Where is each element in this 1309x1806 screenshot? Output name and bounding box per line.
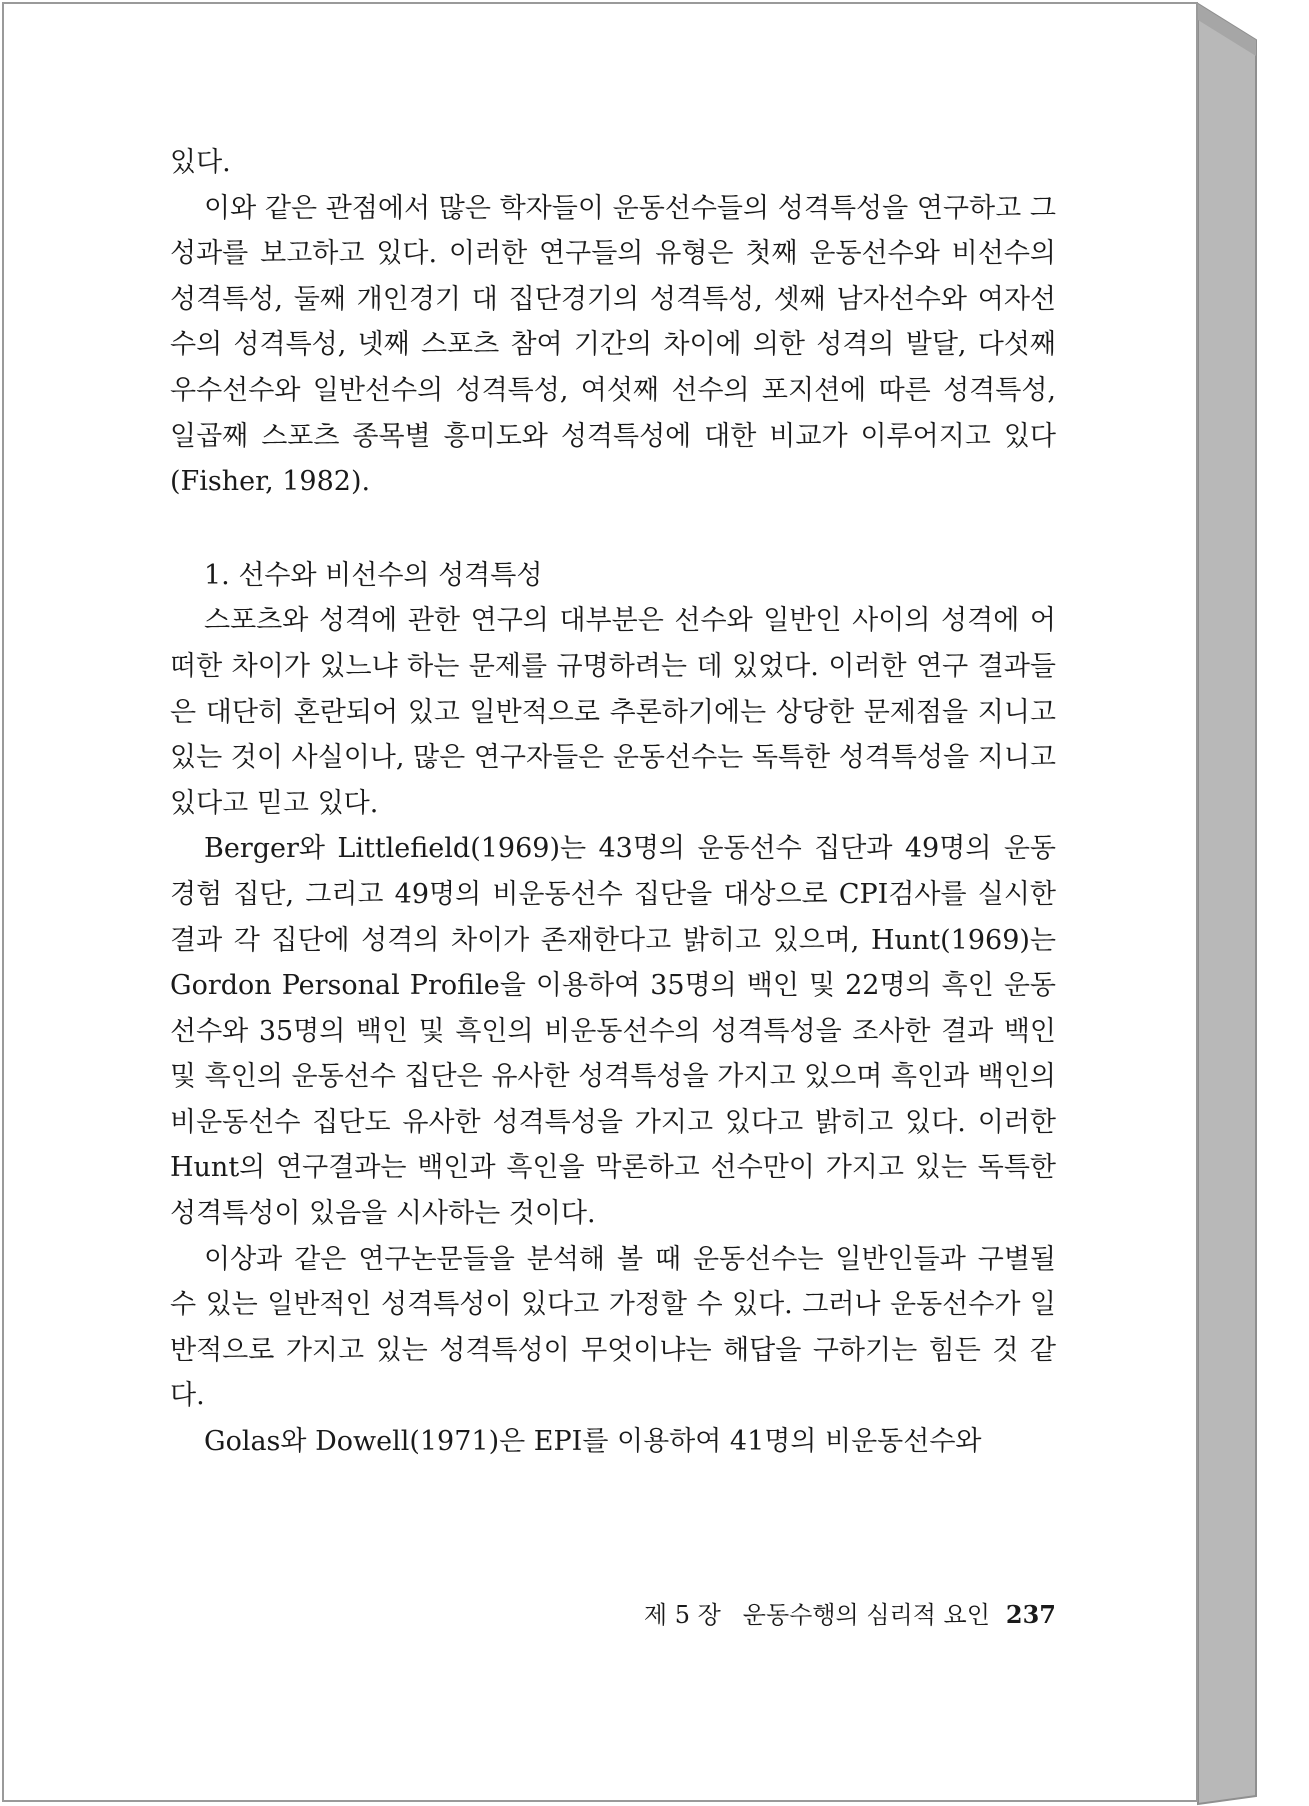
paragraph-research-types: 이와 같은 관점에서 많은 학자들이 운동선수들의 성격특성을 연구하고 그 성과를 보고하고 있다. 이러한 연구들의 유형은 첫째 운동선수와 비선수의 성격특성, 둘째 개인경기 대 집단경기의 성격특성, 셋째 남자선수와 여자선수의 성격특성, 넷째 스포츠 참여 기간의 차이에 의한 성격의 발달, 다섯째 우수선수와 일반선수의 성격특성, 여섯째 선수의 포지션에 따른 성격특성, 일곱째 스포츠 종목별 흥미도와 성격특성에 대한 비교가 이루어지고 있다(Fisher, 1982). [170,192,1056,498]
page-number: 237 [1005,1600,1056,1629]
page-body [170,140,1056,1465]
paragraph-continued: 있다. [170,147,231,178]
footer-chapter: 제 5 장 [643,1601,721,1629]
page-footer [170,1600,1056,1630]
paragraph-analysis: 이상과 같은 연구논문들을 분석해 볼 때 운동선수는 일반인들과 구별될 수 있는 일반적인 성격특성이 있다고 가정할 수 있다. 그러나 운동선수가 일반적으로 가지고 있는 성격특성이 무엇이냐는 해답을 구하기는 힘든 것 같다. [170,1243,1056,1412]
paragraph-athlete-vs-nonathlete: 스포츠와 성격에 관한 연구의 대부분은 선수와 일반인 사이의 성격에 어떠한 차이가 있느냐 하는 문제를 규명하려는 데 있었다. 이러한 연구 결과들은 대단히 혼란되어 있고 일반적으로 추론하기에는 상당한 문제점을 지니고 있는 것이 사실이나, 많은 연구자들은 운동선수는 독특한 성격특성을 지니고 있다고 믿고 있다. [170,605,1056,819]
footer-title: 운동수행의 심리적 요인 [742,1601,990,1629]
paragraph-berger-littlefield: Berger와 Littlefield(1969)는 43명의 운동선수 집단과 49명의 운동경험 집단, 그리고 49명의 비운동선수 집단을 대상으로 CPI검사를 실시한 결과 각 집단에 성격의 차이가 존재한다고 밝히고 있으며, Hunt(1969)는 Gordon Personal Profile을 이용하여 35명의 백인 및 22명의 흑인 운동선수와 35명의 백인 및 흑인의 비운동선수의 성격특성을 조사한 결과 백인 및 흑인의 운동선수 집단은 유사한 성격특성을 가지고 있으며 흑인과 백인의 비운동선수 집단도 유사한 성격특성을 가지고 있다고 밝히고 있다. 이러한 Hunt의 연구결과는 백인과 흑인을 막론하고 선수만이 가지고 있는 독특한 성격특성이 있음을 시사하는 것이다. [170,833,1056,1230]
section-spacer [170,505,1056,553]
section-heading: 1. 선수와 비선수의 성격특성 [204,559,543,591]
paragraph-golas-dowell: Golas와 Dowell(1971)은 EPI를 이용하여 41명의 비운동선수와 [204,1426,982,1458]
